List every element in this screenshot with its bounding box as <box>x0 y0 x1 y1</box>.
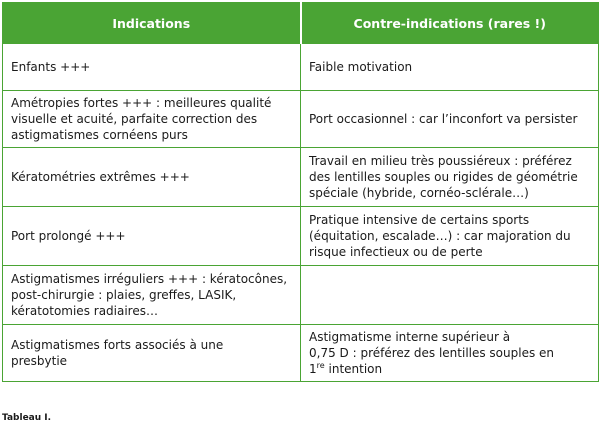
intention-text: intention <box>324 362 383 376</box>
table-row <box>3 44 599 91</box>
table-row <box>3 266 599 325</box>
indication-cell: Astigmatismes irréguliers +++ : kératocônes, post-chirurgie : plaies, greffes, LASIK, kératotomies radiaires… <box>3 266 301 325</box>
indication-cell: Amétropies fortes +++ : meilleures qualité visuelle et acuité, parfaite correction des astigmatismes cornéens purs <box>3 91 301 148</box>
header-contre-indications: Contre-indications (rares !) <box>301 3 599 44</box>
contre-indication-cell: Pratique intensive de certains sports (équitation, escalade…) : car majoration du risque infectieux ou de perte <box>301 207 599 266</box>
contre-indication-cell <box>301 266 599 325</box>
contre-indication-cell: Travail en milieu très poussiéreux : préférez des lentilles souples ou rigides de géométrie spéciale (hybride, cornéo-sclérale…) <box>301 148 599 207</box>
contre-indication-cell: Port occasionnel : car l’inconfort va persister <box>301 91 599 148</box>
indication-cell: Kératométries extrêmes +++ <box>3 148 301 207</box>
ordinal-suffix: re <box>316 361 325 370</box>
table-row <box>3 325 599 382</box>
ordinal-number: 1 <box>309 362 317 376</box>
header-indications: Indications <box>3 3 301 44</box>
table-row <box>3 207 599 266</box>
header-row <box>3 3 599 44</box>
indication-cell: Enfants +++ <box>3 44 301 91</box>
indications-table <box>2 2 599 382</box>
indication-cell: Astigmatismes forts associés à une presbytie <box>3 325 301 382</box>
table-row <box>3 91 599 148</box>
contre-indication-cell: Faible motivation <box>301 44 599 91</box>
indication-cell: Port prolongé +++ <box>3 207 301 266</box>
table-row <box>3 148 599 207</box>
table-caption: Tableau I. <box>2 413 52 423</box>
contre-indication-text: Astigmatisme interne supérieur à 0,75 D : préférez des lentilles souples en <box>309 330 555 360</box>
contre-indication-cell <box>301 325 599 382</box>
